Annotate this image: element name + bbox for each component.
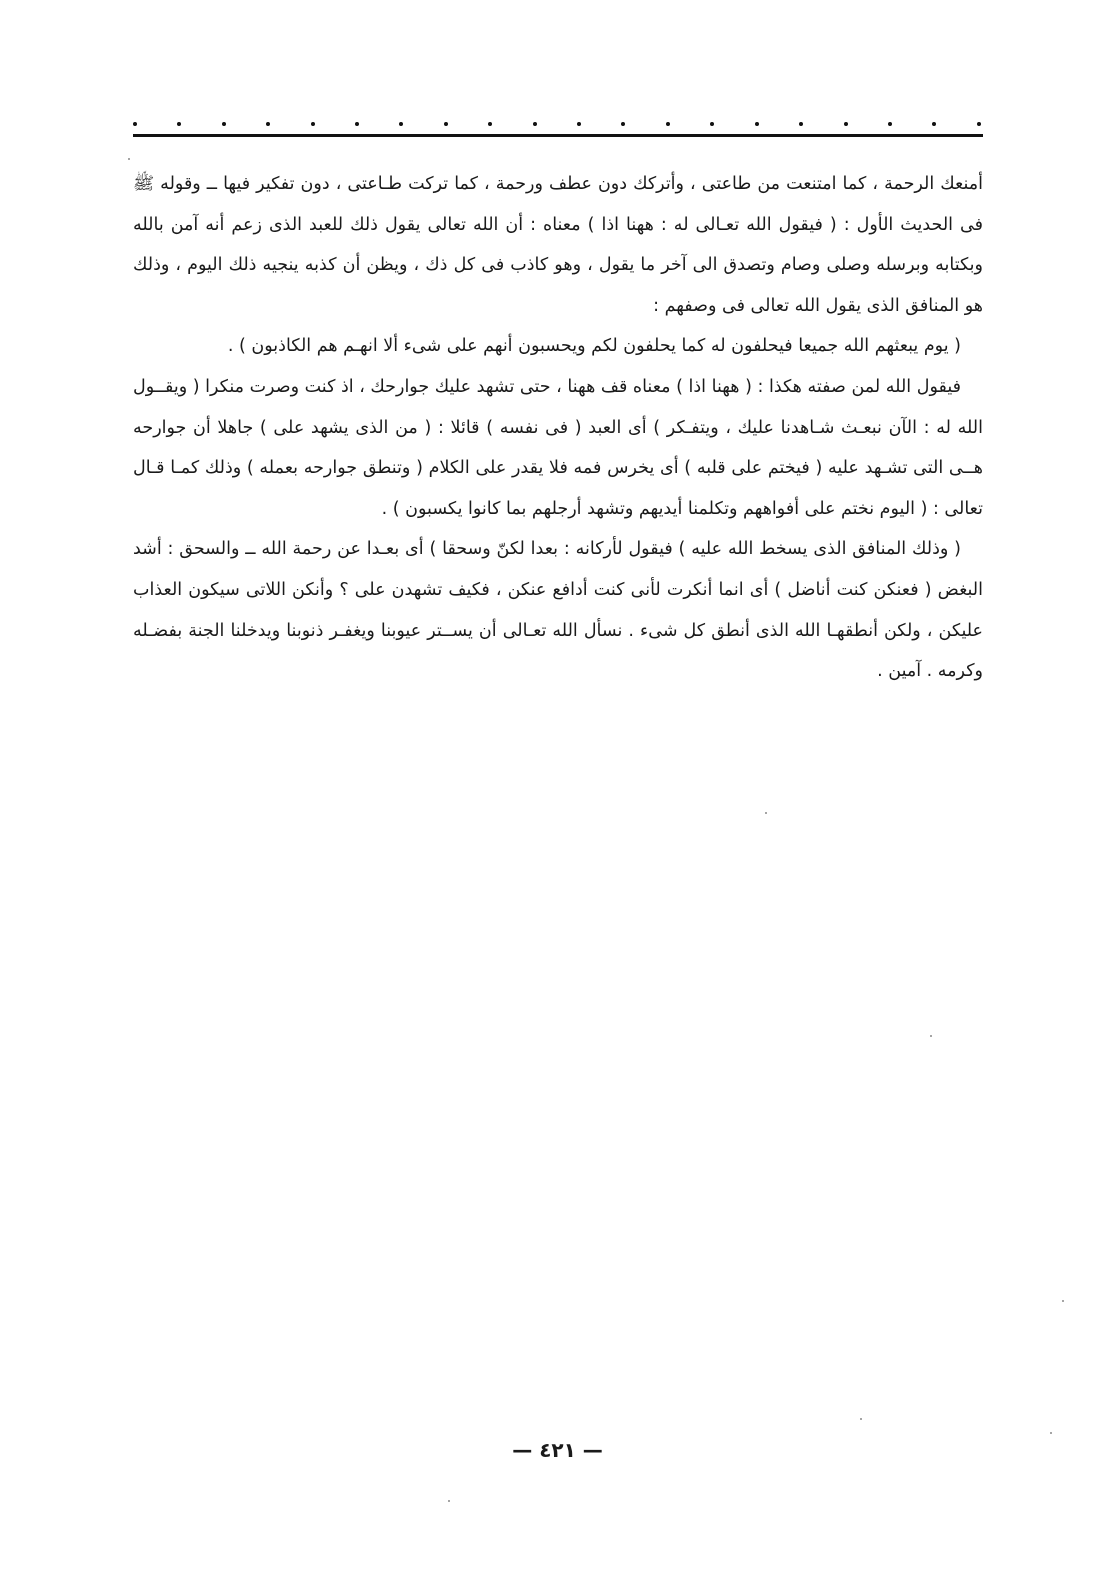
header-dot [133, 122, 137, 126]
header-dot [977, 122, 981, 126]
header-dot [932, 122, 936, 126]
header-dot [488, 122, 492, 126]
page-body [133, 164, 983, 692]
header-dot [399, 122, 403, 126]
header-dot [311, 122, 315, 126]
paragraph: أمنعك الرحمة ، كما امتنعت من طاعتى ، وأتركك دون عطف ورحمة ، كما تركت طـاعتى ، دون تفكير فيها ــ وقوله ﷺ فى الحديث الأول : ( فيقول الله تعـالى له : ههنا اذا ) معناه : أن الله تعالى يقول ذلك للعبد الذى زعم أنه آمن بالله وبكتابه وبرسله وصلى وصام وتصدق الى آخر ما يقول ، وهو كاذب فى كل ذك ، ويظن أن كذبه ينجيه ذلك اليوم ، وذلك هو المنافق الذى يقول الله تعالى فى وصفهم : [133, 174, 983, 316]
paragraph: ( وذلك المنافق الذى يسخط الله عليه ) فيقول لأركانه : بعدا لكنّ وسحقا ) أى بعـدا عن رحمة الله ــ والسحق : أشد البغض ( فعنكن كنت أناضل ) أى انما أنكرت لأنى كنت أدافع عنكن ، فكيف تشهدن على ؟ وأنكن اللاتى سيكون العذاب عليكن ، ولكن أنطقهـا الله الذى أنطق كل شىء . نسأل الله تعـالى أن يســتر عيوبنا ويغفـر ذنوبنا ويدخلنا الجنة بفضـله وكرمه . آمين . [133, 539, 983, 682]
header-dot [621, 122, 625, 126]
header-dot [888, 122, 892, 126]
paragraph: فيقول الله لمن صفته هكذا : ( ههنا اذا ) معناه قف ههنا ، حتى تشهد عليك جوارحك ، اذ كنت وصرت منكرا ( ويقــول الله له : الآن نبعـث شـاهدنا عليك ، ويتفـكر ) أى العبد ( فى نفسه ) قائلا : ( من الذى يشهد على ) جاهلا أن جوارحه هــى التى تشـهد عليه ( فيختم على قلبه ) أى يخرس فمه فلا يقدر على الكلام ( وتنطق جوارحه بعمله ) وذلك كمـا قـال تعالى : ( اليوم نختم على أفواههم وتكلمنا أيديهم وتشهد أرجلهم بما كانوا يكسبون ) . [133, 376, 983, 519]
header-dot [222, 122, 226, 126]
header-dot [666, 122, 670, 126]
header-dot [355, 122, 359, 126]
header-dot [799, 122, 803, 126]
header-dot [444, 122, 448, 126]
header-dotted-line [133, 118, 981, 130]
header-dot [844, 122, 848, 126]
header-dot [710, 122, 714, 126]
header-rule [133, 134, 983, 137]
paragraph-quran-verse: ( يوم يبعثهم الله جميعا فيحلفون له كما يحلفون لكم ويحسبون أنهم على شىء ألا انهـم هم الكاذبون ) . [227, 336, 961, 357]
header-dot [533, 122, 537, 126]
header-dot [577, 122, 581, 126]
header-dot [177, 122, 181, 126]
page-number: — ٤٢١ — [512, 1438, 603, 1462]
header-dot [266, 122, 270, 126]
header-dot [755, 122, 759, 126]
